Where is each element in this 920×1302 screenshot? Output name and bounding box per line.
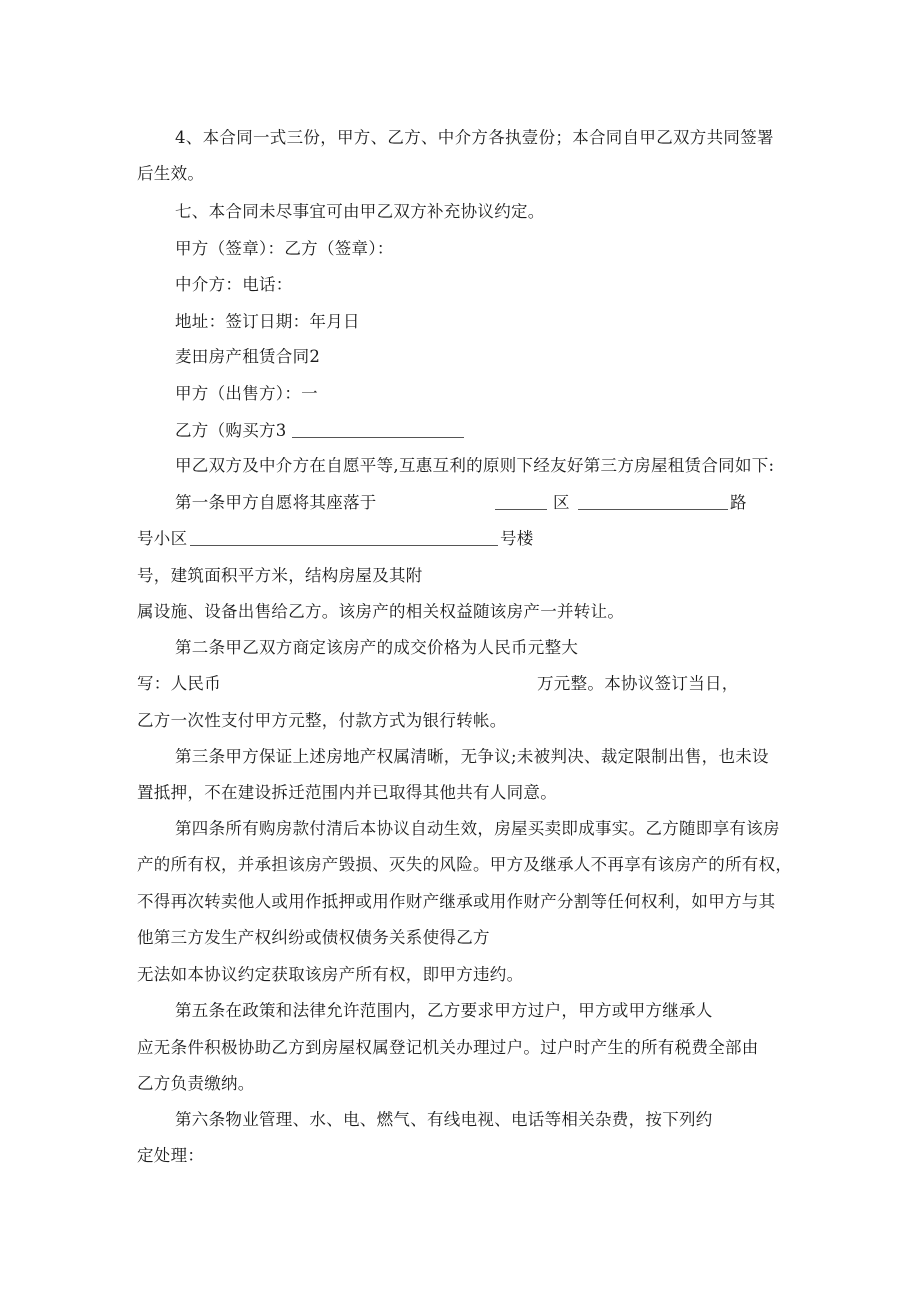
signature-line: 甲方（签章）：乙方（签章）：	[175, 239, 394, 258]
paragraph-line: 甲乙双方及中介方在自愿平等,互惠互利的原则下经友好第三方房屋租赁合同如下:	[175, 456, 775, 475]
paragraph-line: 万元整。本协议签订当日，	[537, 674, 739, 693]
paragraph-line: 他第三方发生产权纠纷或债权债务关系使得乙方	[137, 928, 490, 947]
blank-underline	[578, 509, 728, 510]
blank-underline	[190, 545, 498, 546]
signature-line: 中介方：电话：	[175, 275, 293, 294]
paragraph-line: 第三条甲方保证上述房地产权属清晰，无争议;未被判决、裁定限制出售，也未设	[175, 747, 769, 766]
section-title: 麦田房产租赁合同2	[175, 347, 321, 366]
blank-underline	[292, 437, 464, 438]
paragraph-line: 第一条甲方自愿将其座落于	[175, 493, 377, 512]
paragraph-line: 第二条甲乙双方商定该房产的成交价格为人民币元整大	[175, 638, 579, 657]
paragraph-line: 区	[553, 493, 570, 512]
paragraph-line: 属设施、设备出售给乙方。该房产的相关权益随该房产一并转让。	[137, 602, 625, 621]
paragraph-line: 乙方负责缴纳。	[137, 1074, 255, 1093]
paragraph-line: 应无条件积极协助乙方到房屋权属登记机关办理过户。过户时产生的所有税费全部由	[137, 1038, 759, 1057]
paragraph-line: 第五条在政策和法律允许范围内，乙方要求甲方过户，甲方或甲方继承人	[175, 1001, 713, 1020]
paragraph-line: 定处理：	[137, 1146, 205, 1165]
paragraph-line: 产的所有权，并承担该房产毁损、灭失的风险。甲方及继承人不再享有该房产的所有权，	[137, 855, 793, 874]
paragraph-line: 号楼	[500, 529, 534, 548]
paragraph-line: 号小区	[137, 529, 188, 548]
paragraph-line: 号，建筑面积平方米，结构房屋及其附	[137, 566, 423, 585]
paragraph-line: 不得再次转卖他人或用作抵押或用作财产继承或用作财产分割等任何权利，如甲方与其	[137, 892, 776, 911]
paragraph-line: 后生效。	[137, 164, 205, 183]
paragraph-line: 乙方一次性支付甲方元整，付款方式为银行转帐。	[137, 711, 507, 730]
paragraph-line: 路	[730, 493, 747, 512]
paragraph-line: 七、本合同未尽事宜可由甲乙双方补充协议约定。	[175, 202, 545, 221]
paragraph-line: 无法如本协议约定获取该房产所有权，即甲方违约。	[137, 965, 524, 984]
party-line: 乙方（购买方3	[175, 421, 287, 440]
paragraph-line: 4、本合同一式三份，甲方、乙方、中介方各执壹份；本合同自甲乙双方共同签署	[175, 128, 774, 147]
party-line: 甲方（出售方）：一	[175, 384, 318, 403]
blank-underline	[495, 509, 547, 510]
signature-line: 地址：签订日期：年月日	[175, 312, 360, 331]
paragraph-line: 写：人民币	[137, 674, 221, 693]
paragraph-line: 第四条所有购房款付清后本协议自动生效，房屋买卖即成事实。乙方随即享有该房	[175, 819, 780, 838]
paragraph-line: 第六条物业管理、水、电、燃气、有线电视、电话等相关杂费，按下列约	[175, 1110, 713, 1129]
paragraph-line: 置抵押，不在建设拆迁范围内并已取得其他共有人同意。	[137, 783, 557, 802]
